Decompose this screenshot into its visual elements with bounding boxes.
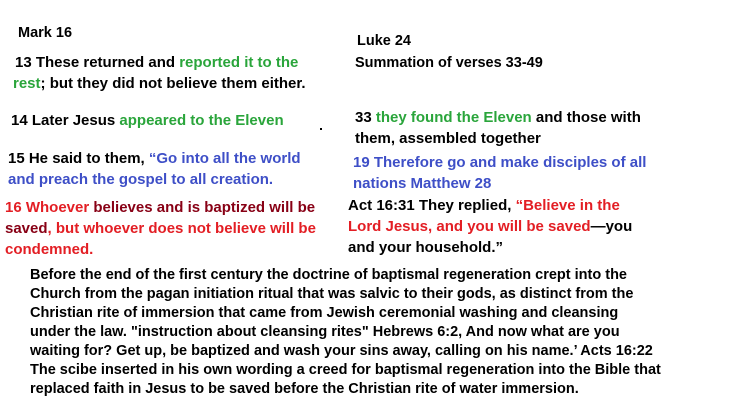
commentary (30, 266, 661, 399)
mark-verse-16 (5, 197, 316, 260)
v16-maroon1: believes and is baptized will be (93, 199, 316, 216)
v13-green: reported it to the (179, 54, 299, 71)
v19-line2: nations Matthew 28 (353, 175, 492, 192)
v15-text: 15 He said to them, (8, 150, 149, 167)
v14-text: 14 Later Jesus (11, 112, 120, 129)
mark-verse-13 (15, 52, 306, 94)
v33-rest2: them, assembled together (355, 130, 541, 147)
commentary-line: Before the end of the first century the doctrine of baptismal regeneration crept into the (30, 267, 627, 283)
v15-blue2: and preach the gospel to all creation. (8, 171, 274, 188)
commentary-line: The scibe inserted in his own wording a creed for baptismal regeneration into the Bible that (30, 362, 661, 378)
v33-green: they found the Eleven (375, 109, 532, 126)
luke-verse-33 (355, 107, 641, 149)
mark-heading: Mark 16 (18, 25, 73, 41)
commentary-line: waiting for? Get up, be baptized and wash your sins away, calling on his name.’ Acts 16:22 (30, 343, 653, 359)
commentary-line: Church from the pagan initiation ritual that was salvic to their gods, as distinct from the (30, 286, 634, 302)
matthew-verse-19 (353, 152, 646, 194)
commentary-line: replaced faith in Jesus to be saved before the Christian rite of water immersion. (30, 381, 579, 397)
acts-red1: “Believe in the (515, 197, 620, 214)
v13-rest: ; but they did not believe them either. (40, 75, 306, 92)
v33-num: 33 (355, 109, 376, 126)
acts-verse-16-31 (348, 195, 632, 258)
v19-line1: 19 Therefore go and make disciples of all (353, 154, 647, 171)
v16-red1: 16 Whoever (5, 199, 94, 216)
v13-green2: rest (13, 75, 41, 92)
commentary-line: under the law. "instruction about cleansing rites" Hebrews 6:2, And now what are you (30, 324, 620, 340)
v16-red2: , but whoever does not believe will be (47, 220, 316, 237)
acts-rest1: —you (590, 218, 633, 235)
mark-verse-14 (11, 110, 284, 131)
luke-heading: Luke 24 (357, 33, 411, 49)
mark-verse-15 (8, 148, 301, 190)
v16-red3: condemned. (5, 241, 94, 258)
acts-red2: Lord Jesus, and you will be saved (348, 218, 591, 235)
stray-dot (320, 128, 322, 130)
acts-rest2: and your household.” (348, 239, 504, 256)
commentary-line: Christian rite of immersion that came from Jewish ceremonial washing and cleansing (30, 305, 619, 321)
luke-subheading: Summation of verses 33-49 (355, 55, 543, 71)
v33-rest1: and those with (531, 109, 641, 126)
acts-ref: Act 16:31 They replied, (348, 197, 516, 214)
v15-blue1: “Go into all the world (148, 150, 301, 167)
v16-maroon2: saved (5, 220, 48, 237)
v13-text: 13 These returned and (15, 54, 180, 71)
v14-green: appeared to the Eleven (119, 112, 284, 129)
